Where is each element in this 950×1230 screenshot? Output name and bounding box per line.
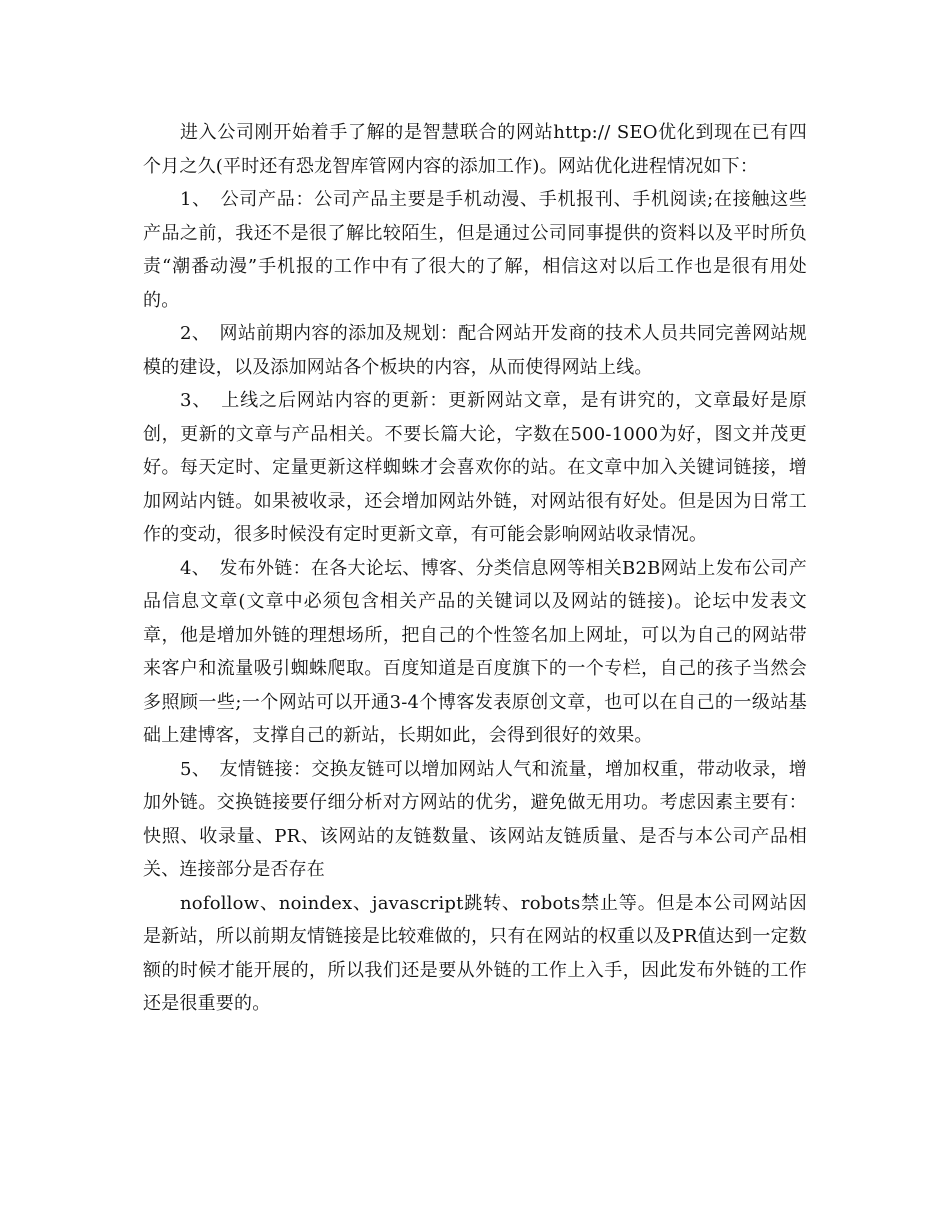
paragraph-item-1-products: 1、 公司产品：公司产品主要是手机动漫、手机报刊、手机阅读;在接触这些产品之前，我还不是很了解比较陌生，但是通过公司同事提供的资料以及平时所负责“潮番动漫”手机报的工作中有了很大的了解，相信这对以后工作也是很有用处的。	[143, 189, 807, 311]
paragraph-item-5-friend-links: 5、 友情链接：交换友链可以增加网站人气和流量，增加权重，带动收录，增加外链。交换链接要仔细分析对方网站的优劣，避免做无用功。考虑因素主要有：快照、收录量、PR、该网站的友链数量、该网站友链质量、是否与本公司产品相关、连接部分是否存在	[143, 758, 807, 880]
paragraph-continuation: nofollow、noindex、javascript跳转、robots禁止等。但是本公司网站因是新站，所以前期友情链接是比较难做的，只有在网站的权重以及PR值达到一定数额的时候才能开展的，所以我们还是要从外链的工作上入手，因此发布外链的工作还是很重要的。	[143, 892, 807, 1014]
paragraph-item-4-external-links: 4、 发布外链：在各大论坛、博客、分类信息网等相关B2B网站上发布公司产品信息文章(文章中必须包含相关产品的关键词以及网站的链接)。论坛中发表文章，他是增加外链的理想场所，把自己的个性签名加上网址，可以为自己的网站带来客户和流量吸引蜘蛛爬取。百度知道是百度旗下的一个专栏，自己的孩子当然会多照顾一些;一个网站可以开通3-4个博客发表原创文章，也可以在自己的一级站基础上建博客，支撑自己的新站，长期如此，会得到很好的效果。	[143, 557, 807, 746]
document-body	[143, 116, 807, 1021]
paragraph-intro: 进入公司刚开始着手了解的是智慧联合的网站http:// SEO优化到现在已有四个月之久(平时还有恐龙智库管网内容的添加工作)。网站优化进程情况如下：	[143, 122, 807, 177]
paragraph-item-3-updates: 3、 上线之后网站内容的更新：更新网站文章，是有讲究的，文章最好是原创，更新的文章与产品相关。不要长篇大论，字数在500-1000为好，图文并茂更好。每天定时、定量更新这样蜘蛛才会喜欢你的站。在文章中加入关键词链接，增加网站内链。如果被收录，还会增加网站外链，对网站很有好处。但是因为日常工作的变动，很多时候没有定时更新文章，有可能会影响网站收录情况。	[143, 390, 807, 545]
paragraph-item-2-planning: 2、 网站前期内容的添加及规划：配合网站开发商的技术人员共同完善网站规模的建设，以及添加网站各个板块的内容，从而使得网站上线。	[143, 323, 807, 378]
